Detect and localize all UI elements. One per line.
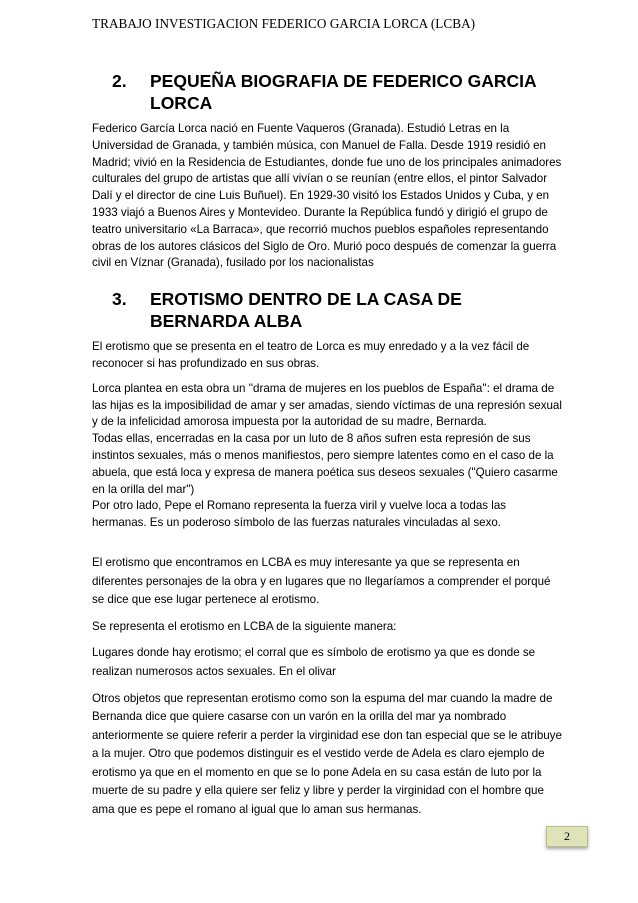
page-content [92,70,562,820]
paragraph-pepe: Por otro lado, Pepe el Romano representa la fuerza viril y vuelve loca a todas las hermanas. Es un poderoso símbolo de las fuerzas naturales vinculadas al sexo. [92,499,507,530]
paragraph-drama: Lorca plantea en esta obra un ''drama de mujeres en los pueblos de España'': el drama de las hijas es la imposibilidad de amar y ser amadas, siendo víctimas de una represión sexual y de la infelicidad amorosa impuesta por la autoridad de su madre, Bernarda. [92,381,562,429]
paragraph-lugares: Lugares donde hay erotismo; el corral que es símbolo de erotismo ya que es donde se realizan numerosos actos sexuales. En el olivar [92,646,536,678]
section-number: 2. [112,71,127,91]
running-header: TRABAJO INVESTIGACION FEDERICO GARCIA LORCA (LCBA) [92,16,476,31]
paragraph-objetos: Otros objetos que representan erotismo como son la espuma del mar cuando la madre de Bernanda dice que quiere casarse con un varón en la orilla del mar ya nombrado anteriormente se quiere referir a perder la virginidad ese don tan especial que se le atribuye a la mujer. Otro que podemos distinguir es el vestido verde de Adela es claro ejemplo de erotismo ya que en el momento en que se lo pone Adela en su casa están de luto por la muerte de su padre y ella quiere ser feliz y libre y perder la virginidad con el hombre que ama que es pepe el romano al igual que lo aman sus hermanas. [92,691,562,817]
biography-paragraph: Federico García Lorca nació en Fuente Vaqueros (Granada). Estudió Letras en la Universidad de Granada, y también música, con Manuel de Falla. Desde 1919 residió en Madrid; vivió en la Residencia de Estudiantes, donde fue uno de los principales animadores culturales del grupo de artistas que allí vivían o se reunían (entre ellos, el pintor Salvador Dalí y el director de cine Luis Buñuel). En 1929-30 visitó los Estados Unidos y Cuba, y en 1933 viajó a Buenos Aires y Montevideo. Durante la República fundó y dirigió el grupo de teatro universitario «La Barraca», que recorrió muchos pueblos españoles representando obras de los autores clásicos del Siglo de Oro. Murió poco después de comenzar la guerra civil en Víznar (Granada), fusilado por los nacionalistas [92,122,562,270]
section-heading-erotismo [92,288,562,332]
page-number: 2 [546,826,588,847]
paragraph-manera: Se representa el erotismo en LCBA de la siguiente manera: [92,619,397,633]
paragraph-represion: Todas ellas, encerradas en la casa por un luto de 8 años sufren esta represión de sus instintos sexuales, más o menos manifiestos, pero siempre latentes como en el caso de la abuela, que está loca y expresa de manera poética sus deseos sexuales ("Quiero casarme en la orilla del mar") [92,432,558,496]
section-title: PEQUEÑA BIOGRAFIA DE FEDERICO GARCIA LORCA [150,71,536,113]
paragraph-intro: El erotismo que se presenta en el teatro de Lorca es muy enredado y a la vez fácil de reconocer si has profundizado en sus obras. [92,340,530,370]
section-title: EROTISMO DENTRO DE LA CASA DE BERNARDA ALBA [150,289,462,332]
paragraph-lcba: El erotismo que encontramos en LCBA es muy interesante ya que se representa en diferentes personajes de la obra y en lugares que no llegaríamos a comprender el porqué se dice que ese lugar pertenece al erotismo. [92,555,551,607]
section-heading-biography [92,70,562,114]
section-number: 3. [112,289,127,310]
